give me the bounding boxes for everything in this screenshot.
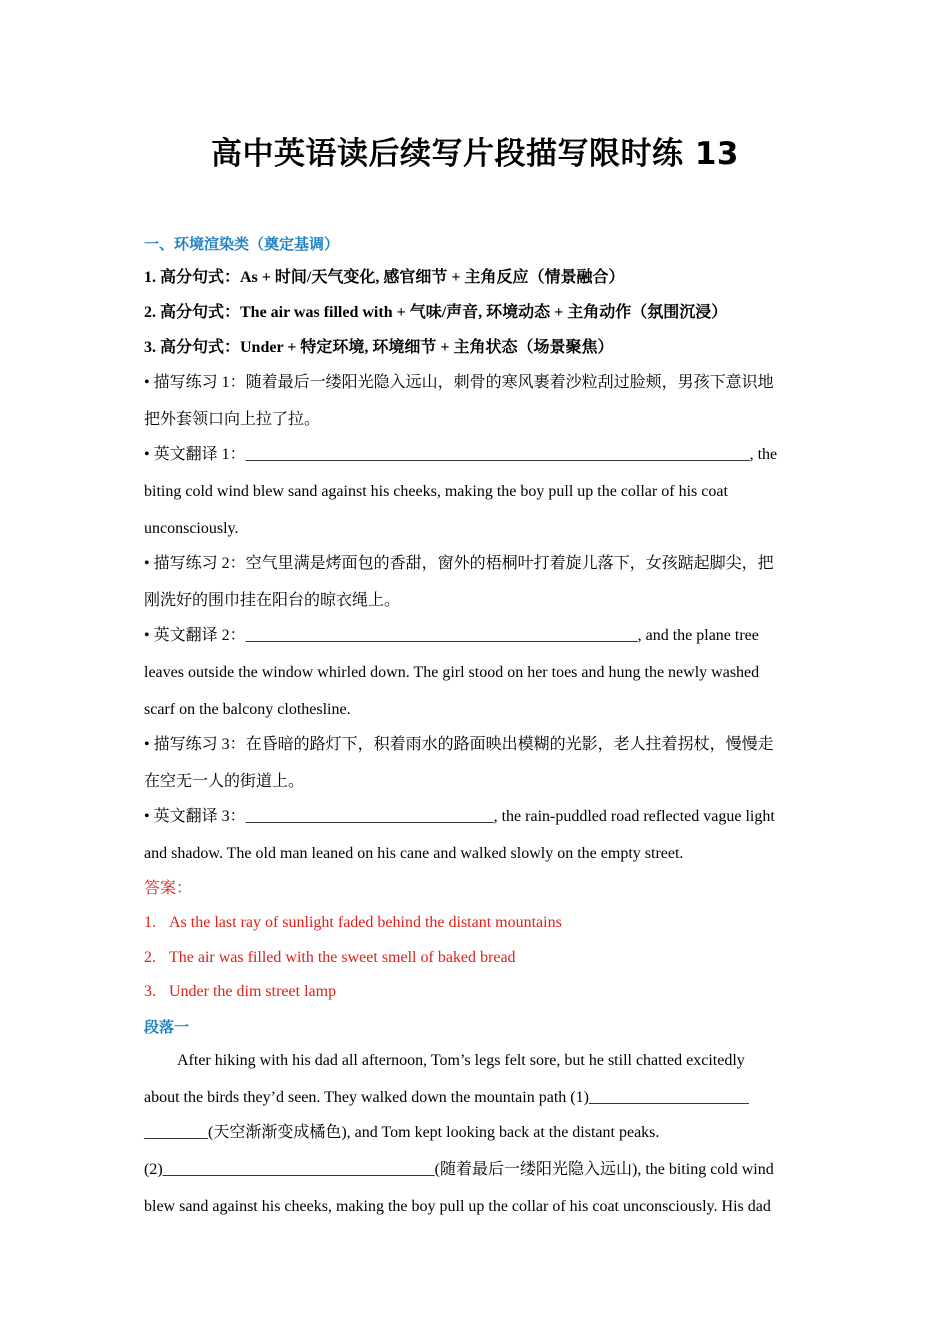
pattern-2: 2. 高分句式：The air was filled with + 气味/声音, 环境动态 + 主角动作（氛围沉浸）: [144, 304, 728, 321]
exercise-1-en-line1: • 英文翻译 1：_______________________________________________________________, the: [144, 446, 778, 463]
answer-item: [144, 982, 806, 1002]
exercise-2-cn-line2: 刚洗好的围巾挂在阳台的晾衣绳上。: [144, 592, 401, 609]
page-title: 高中英语读后续写片段描写限时练 13: [211, 136, 739, 172]
paragraph-line: about the birds they’d seen. They walked down the mountain path (1)____________________: [144, 1089, 749, 1106]
exercise-2-en-line1: • 英文翻译 2：_________________________________________________, and the plane tree: [144, 627, 759, 644]
answer-number: 3.: [144, 983, 156, 1000]
paragraph-line: After hiking with his dad all afternoon, Tom’s legs felt sore, but he still chatted excitedly: [177, 1052, 745, 1069]
paragraph-line: ________(天空渐渐变成橘色), and Tom kept looking back at the distant peaks.: [144, 1124, 660, 1141]
answer-text: The air was filled with the sweet smell of baked bread: [169, 949, 516, 966]
paragraph-line: (2)__________________________________(随着最后一缕阳光隐入远山), the biting cold wind: [144, 1161, 774, 1178]
exercise-2-cn-line1: • 描写练习 2：空气里满是烤面包的香甜，窗外的梧桐叶打着旋儿落下，女孩踮起脚尖，把: [144, 555, 774, 572]
answer-item: [144, 913, 806, 933]
answer-text: Under the dim street lamp: [169, 983, 337, 1000]
exercise-2-en-line3: scarf on the balcony clothesline.: [144, 701, 351, 718]
exercise-1-cn-line2: 把外套领口向上拉了拉。: [144, 411, 321, 428]
exercise-3-cn-line2: 在空无一人的街道上。: [144, 773, 305, 790]
answer-item: [144, 948, 806, 968]
answer-number: 2.: [144, 949, 156, 966]
answer-number: 1.: [144, 914, 156, 931]
answers-heading: 答案：: [144, 880, 193, 897]
answer-text: As the last ray of sunlight faded behind the distant mountains: [169, 914, 562, 931]
paragraph-heading: 段落一: [144, 1018, 190, 1036]
exercise-3-cn-line1: • 描写练习 3：在昏暗的路灯下，积着雨水的路面映出模糊的光影，老人拄着拐杖，慢慢走: [144, 736, 774, 753]
pattern-3: 3. 高分句式：Under + 特定环境, 环境细节 + 主角状态（场景聚焦）: [144, 339, 614, 356]
exercise-1-cn-line1: • 描写练习 1：随着最后一缕阳光隐入远山，刺骨的寒风裹着沙粒刮过脸颊，男孩下意识地: [144, 374, 774, 391]
exercise-3-en-line2: and shadow. The old man leaned on his cane and walked slowly on the empty street.: [144, 845, 684, 862]
section-heading: 一、环境渲染类（奠定基调）: [144, 235, 340, 253]
exercise-2-en-line2: leaves outside the window whirled down. The girl stood on her toes and hung the newly washed: [144, 664, 760, 681]
paragraph-line: blew sand against his cheeks, making the boy pull up the collar of his coat unconsciously. His dad: [144, 1198, 771, 1215]
pattern-1: 1. 高分句式：As + 时间/天气变化, 感官细节 + 主角反应（情景融合）: [144, 269, 625, 286]
exercise-3-en-line1: • 英文翻译 3：_______________________________, the rain-puddled road reflected vague light: [144, 808, 775, 825]
exercise-1-en-line3: unconsciously.: [144, 520, 239, 537]
exercise-1-en-line2: biting cold wind blew sand against his cheeks, making the boy pull up the collar of his coat: [144, 483, 728, 500]
